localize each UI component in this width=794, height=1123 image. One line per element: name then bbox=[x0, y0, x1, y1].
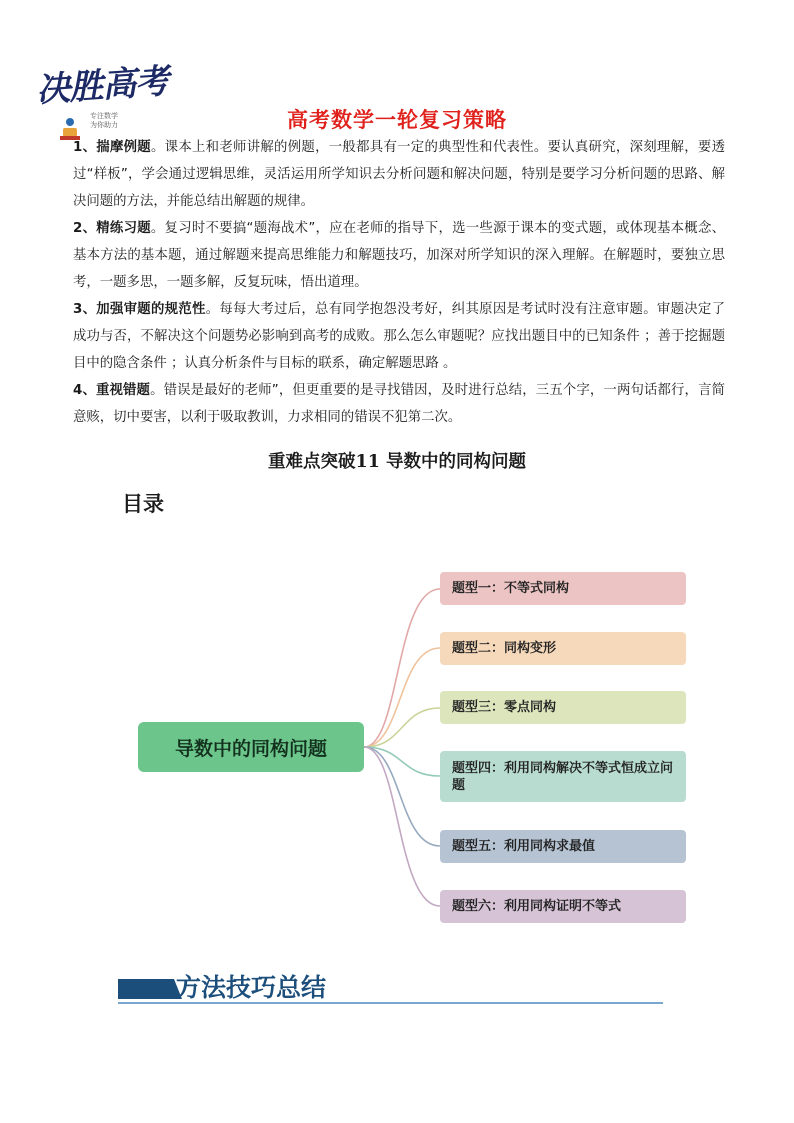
heading-bar-icon bbox=[118, 979, 182, 999]
mindmap-node-2: 题型二：同构变形 bbox=[440, 632, 686, 665]
mindmap-node-4: 题型四：利用同构解决不等式恒成立问题 bbox=[440, 751, 686, 802]
toc-title: 目录 bbox=[122, 492, 164, 516]
tip-1: 1、揣摩例题。课本上和老师讲解的例题，一般都具有一定的典型性和代表性。要认真研究，深刻理解，要透过“样板”，学会通过逻辑思维，灵活运用所学知识去分析问题和解决问题，特别是要学习分析问题的思路、解决问题的方法，并能总结出解题的规律。 bbox=[73, 140, 726, 209]
section-title: 重难点突破11 导数中的同构问题 bbox=[268, 452, 526, 472]
connector-1 bbox=[364, 589, 440, 747]
tip-4: 4、重视错题。错误是最好的老师”，但更重要的是寻找错因，及时进行总结，三五个字，一两句话都行，言简意赅，切中要害，以利于吸取教训，力求相同的错误不犯第二次。 bbox=[73, 383, 725, 425]
logo-text: 决胜高考 bbox=[35, 61, 170, 111]
mindmap-node-6: 题型六：利用同构证明不等式 bbox=[440, 890, 686, 923]
mindmap-node-3: 题型三：零点同构 bbox=[440, 691, 686, 724]
mindmap-node-1: 题型一：不等式同构 bbox=[440, 572, 686, 605]
connector-2 bbox=[364, 648, 440, 747]
method-summary-heading bbox=[118, 966, 663, 1008]
main-title: 高考数学一轮复习策略 bbox=[287, 108, 507, 132]
tip-2: 2、精练习题。复习时不要搞“题海战术”，应在老师的指导下，选一些源于课本的变式题，或体现基本概念、基本方法的基本题，通过解题来提高思维能力和解题技巧，加深对所学知识的深入理解。在解题时，要独立思考，一题多思，一题多解，反复玩味，悟出道理。 bbox=[73, 221, 726, 290]
heading-underline bbox=[118, 1002, 663, 1004]
mindmap-center-node: 导数中的同构问题 bbox=[138, 722, 364, 772]
logo-subtext: 专注数学 为你助力 bbox=[90, 112, 118, 129]
strategy-tips bbox=[73, 134, 725, 431]
mindmap-connectors bbox=[0, 560, 794, 940]
connector-6 bbox=[364, 747, 440, 906]
mindmap-node-5: 题型五：利用同构求最值 bbox=[440, 830, 686, 863]
method-title: 方法技巧总结 bbox=[176, 973, 327, 1002]
tip-3: 3、加强审题的规范性。每每大考过后，总有同学抱怨没考好，纠其原因是考试时没有注意审题。审题决定了成功与否，不解决这个问题势必影响到高考的成败。那么怎么审题呢？应找出题目中的已知条件 ；善于挖掘题目中的隐含条件 ；认真分析条件与目标的联系，确定解题思路 。 bbox=[73, 302, 725, 371]
